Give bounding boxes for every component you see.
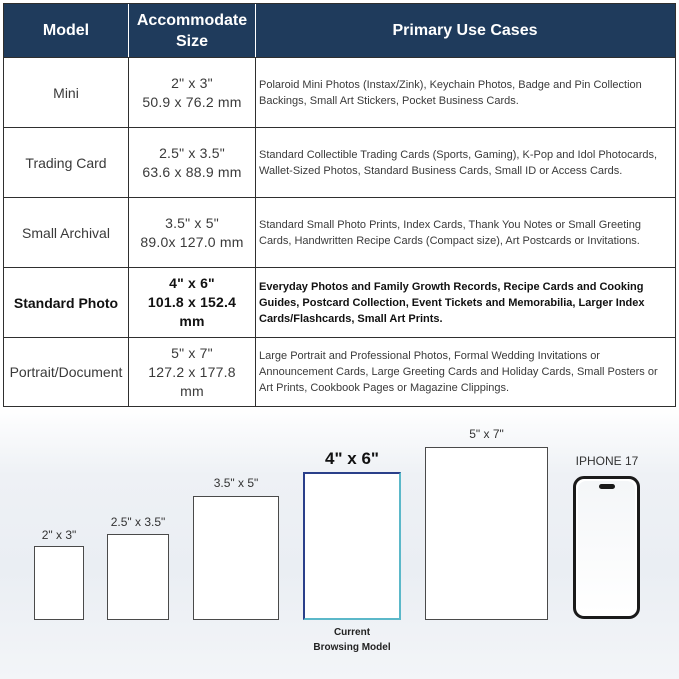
table-header — [4, 4, 675, 57]
model-name: Trading Card — [4, 128, 129, 197]
size-mm: 50.9 x 76.2 mm — [142, 93, 242, 110]
card-label-5x7: 5" x 7" — [469, 427, 504, 441]
table-row — [4, 337, 675, 406]
header-size-line1: Accommodate — [136, 11, 248, 29]
model-name: Portrait/Document — [4, 338, 129, 406]
model-name: Standard Photo — [4, 268, 129, 337]
use-cases: Polaroid Mini Photos (Instax/Zink), Keychain Photos, Badge and Pin Collection Backings, Small Art Stickers, Pocket Business Cards. — [259, 78, 642, 107]
header-uses: Primary Use Cases — [392, 22, 538, 39]
header-model: Model — [4, 4, 129, 57]
size-cell — [129, 268, 256, 337]
table-row — [4, 197, 675, 267]
size-inches: 4" x 6" — [169, 275, 215, 291]
size-comparison-table — [3, 3, 676, 407]
model-name: Mini — [4, 58, 129, 127]
use-cases: Standard Collectible Trading Cards (Sports, Gaming), K-Pop and Idol Photocards, Wallet-Sized Photos, Standard Business Cards, Small ID or Access Cards. — [259, 148, 658, 177]
card-2.5x3.5 — [107, 534, 169, 620]
current-browsing-caption: Current Browsing Model — [313, 627, 391, 653]
size-mm-line1: 101.8 x 152.4 — [147, 294, 237, 310]
table-row — [4, 57, 675, 127]
size-inches: 2.5" x 3.5" — [159, 144, 225, 161]
phone-screen — [578, 481, 635, 614]
card-2x3 — [34, 546, 84, 620]
card-4x6-current — [303, 472, 401, 620]
card-label-2.5x3.5: 2.5" x 3.5" — [110, 515, 166, 529]
header-size-line2: Size — [175, 32, 208, 50]
phone-outline-icon — [573, 476, 640, 619]
use-cases: Standard Small Photo Prints, Index Cards, Thank You Notes or Small Greeting Cards, Handwritten Recipe Cards (Compact size), Art Postcards or Invitations. — [259, 218, 641, 247]
size-cell — [129, 198, 256, 267]
card-label-4x6-current: 4" x 6" — [325, 449, 379, 468]
header-size — [129, 4, 256, 57]
size-mm-line1: 127.2 x 177.8 — [148, 363, 236, 380]
card-5x7 — [425, 447, 548, 620]
phone-label: IPHONE 17 — [575, 454, 639, 468]
size-mm: 89.0x 127.0 mm — [140, 233, 244, 250]
card-3.5x5 — [193, 496, 279, 620]
use-cases: Everyday Photos and Family Growth Records, Recipe Cards and Cooking Guides, Postcard Collection, Event Tickets and Memorabilia, Larger Index Cards/Flashcards, Small Art Prints. — [259, 280, 645, 325]
size-cell — [129, 338, 256, 406]
size-inches: 2" x 3" — [171, 74, 213, 91]
size-cell — [129, 58, 256, 127]
size-inches: 5" x 7" — [171, 344, 213, 361]
size-mm-line2: mm — [180, 382, 204, 399]
table-row-highlighted — [4, 267, 675, 337]
size-mm: 63.6 x 88.9 mm — [142, 163, 242, 180]
table-row — [4, 127, 675, 197]
card-label-3.5x5: 3.5" x 5" — [213, 476, 259, 490]
card-label-2x3: 2" x 3" — [41, 528, 77, 542]
phone-dynamic-island — [599, 484, 615, 489]
size-mm-line2: mm — [179, 313, 205, 329]
use-cases: Large Portrait and Professional Photos, Formal Wedding Invitations or Announcement Cards, Large Greeting Cards and Holiday Cards, Small Posters or Art Prints, Cookbook Pages or Magazine Clippings. — [259, 350, 658, 394]
size-inches: 3.5" x 5" — [165, 214, 219, 231]
model-name: Small Archival — [4, 198, 129, 267]
size-cell — [129, 128, 256, 197]
